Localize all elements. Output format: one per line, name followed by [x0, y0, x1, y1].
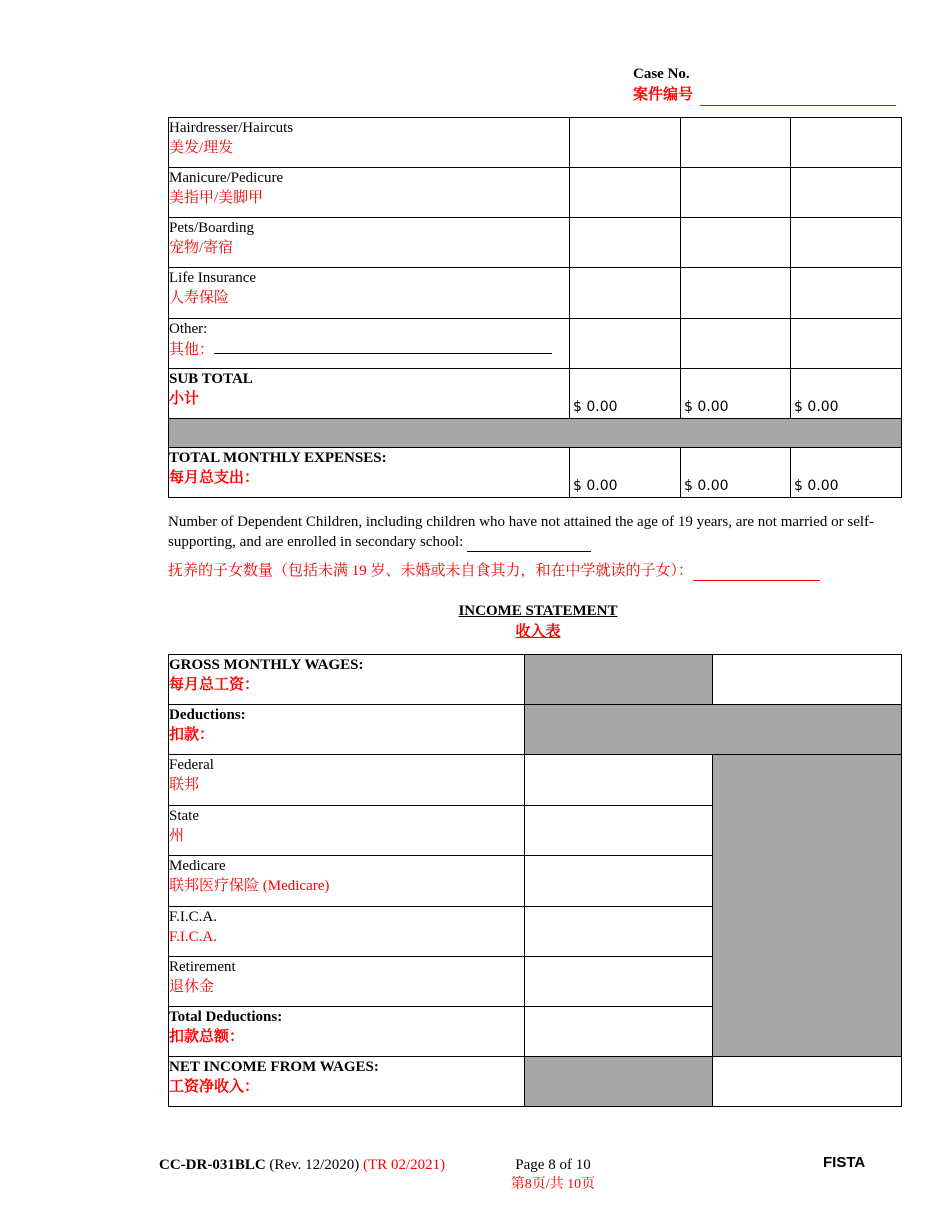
net-income-value[interactable] [713, 1057, 902, 1107]
expense-label-zh: 美发/理发 [169, 140, 234, 156]
page-number-en: Page 8 of 10 [515, 1157, 591, 1173]
gross-wages-label-en: GROSS MONTHLY WAGES: [169, 657, 364, 673]
amount-cell[interactable] [681, 268, 791, 319]
expense-label-en: Life Insurance [169, 270, 257, 286]
amount-cell[interactable] [791, 319, 902, 369]
case-no-label: Case No. [633, 66, 690, 82]
subtotal-label [169, 369, 570, 419]
expense-label [169, 319, 570, 369]
net-income-row [169, 1057, 902, 1107]
amount-cell[interactable] [791, 168, 902, 218]
footer-form-id [159, 1156, 445, 1174]
total-expenses-label [169, 448, 570, 498]
deduction-value[interactable] [525, 856, 713, 907]
shaded-cell [525, 705, 902, 755]
total-expenses-label-zh: 每月总支出： [169, 470, 260, 486]
form-id: CC-DR-031BLC [159, 1157, 266, 1173]
subtotal-value[interactable]: $ 0.00 [791, 369, 902, 419]
total-deductions-label-zh: 扣款总额： [169, 1029, 245, 1045]
dependents-text-en: Number of Dependent Children, including children who have not attained the age of 19 years, are not married or self-supporting, and are enrolled in secondary school: [168, 514, 875, 550]
spacer-row [169, 419, 902, 448]
total-expenses-value[interactable]: $ 0.00 [681, 448, 791, 498]
form-revision: (Rev. 12/2020) [269, 1157, 360, 1173]
brand-label: FISTA [823, 1154, 866, 1171]
amount-cell[interactable] [681, 319, 791, 369]
deduction-label-en: Medicare [169, 858, 226, 874]
expense-row-other [169, 319, 902, 369]
expense-row-pets [169, 218, 902, 268]
deduction-label [169, 907, 525, 957]
amount-cell[interactable] [570, 268, 681, 319]
expense-row-hairdresser [169, 118, 902, 168]
expense-label [169, 268, 570, 319]
total-expenses-value[interactable]: $ 0.00 [570, 448, 681, 498]
income-title-zh: 收入表 [515, 624, 561, 640]
deduction-value[interactable] [525, 806, 713, 856]
expense-label-zh: 美指甲/美脚甲 [169, 190, 264, 206]
amount-cell[interactable] [681, 218, 791, 268]
deduction-label [169, 856, 525, 907]
deduction-label-en: Retirement [169, 959, 236, 975]
dependents-field-zh[interactable] [693, 566, 820, 581]
page-number [503, 1156, 603, 1194]
deduction-label-zh: 退休金 [169, 979, 215, 995]
shaded-separator [169, 419, 902, 448]
dependents-field[interactable] [467, 537, 591, 552]
deductions-label-en: Deductions: [169, 707, 246, 723]
subtotal-label-zh: 小计 [169, 391, 200, 407]
net-income-label [169, 1057, 525, 1107]
amount-cell[interactable] [791, 268, 902, 319]
deduction-label [169, 806, 525, 856]
net-income-label-zh: 工资净收入： [169, 1079, 260, 1095]
deduction-label-en: Federal [169, 757, 214, 773]
subtotal-row [169, 369, 902, 419]
dependents-text-zh: 抚养的子女数量（包括未满 19 岁、未婚或未自食其力，和在中学就读的子女）： [168, 561, 908, 581]
expense-label-en: Hairdresser/Haircuts [169, 120, 294, 136]
gross-wages-label-zh: 每月总工资： [169, 677, 260, 693]
deduction-label-zh: 联邦医疗保险 (Medicare) [169, 878, 330, 894]
other-description-field[interactable] [214, 339, 552, 354]
deductions-label [169, 705, 525, 755]
expense-label-en: Manicure/Pedicure [169, 170, 284, 186]
expense-label-en: Pets/Boarding [169, 220, 254, 236]
case-no-label-zh: 案件编号 [633, 85, 896, 106]
total-deductions-value[interactable] [525, 1007, 713, 1057]
subtotal-value[interactable]: $ 0.00 [681, 369, 791, 419]
deduction-value[interactable] [525, 957, 713, 1007]
expense-label [169, 168, 570, 218]
gross-wages-label [169, 655, 525, 705]
deduction-label [169, 957, 525, 1007]
amount-cell[interactable] [681, 168, 791, 218]
case-no-field[interactable] [700, 90, 896, 106]
amount-cell[interactable] [570, 218, 681, 268]
expense-label-en: Other: [169, 321, 208, 337]
dependents-question [168, 512, 908, 581]
gross-wages-value[interactable] [713, 655, 902, 705]
expense-label-zh: 其他： [169, 339, 569, 360]
gross-wages-row [169, 655, 902, 705]
form-translation-rev: (TR 02/2021) [363, 1157, 446, 1173]
amount-cell[interactable] [570, 118, 681, 168]
net-income-label-en: NET INCOME FROM WAGES: [169, 1059, 379, 1075]
income-statement-title [168, 601, 908, 643]
deduction-label-zh: 州 [169, 828, 185, 844]
case-number-header [633, 64, 896, 106]
deduction-label-zh: F.I.C.A. [169, 929, 217, 945]
expense-label [169, 218, 570, 268]
deduction-row-federal [169, 755, 902, 806]
deduction-label-zh: 联邦 [169, 777, 200, 793]
amount-cell[interactable] [570, 319, 681, 369]
deduction-label [169, 755, 525, 806]
total-expenses-row [169, 448, 902, 498]
deductions-label-zh: 扣款： [169, 727, 215, 743]
income-title-en: INCOME STATEMENT [458, 603, 618, 619]
deductions-header-row [169, 705, 902, 755]
expense-label [169, 118, 570, 168]
expense-label-zh: 宠物/寄宿 [169, 240, 234, 256]
deduction-value[interactable] [525, 907, 713, 957]
amount-cell[interactable] [791, 118, 902, 168]
deduction-label-en: State [169, 808, 199, 824]
expense-row-manicure [169, 168, 902, 218]
total-deductions-label-en: Total Deductions: [169, 1009, 283, 1025]
shaded-cell [525, 655, 713, 705]
shaded-cell [525, 1057, 713, 1107]
expense-label-zh: 人寿保险 [169, 290, 230, 306]
deduction-value[interactable] [525, 755, 713, 806]
shaded-column [713, 755, 902, 1057]
income-table [168, 654, 902, 1107]
amount-cell[interactable] [791, 218, 902, 268]
total-expenses-label-en: TOTAL MONTHLY EXPENSES: [169, 450, 387, 466]
total-deductions-label [169, 1007, 525, 1057]
subtotal-label-en: SUB TOTAL [169, 371, 253, 387]
expenses-table [168, 117, 902, 498]
amount-cell[interactable] [570, 168, 681, 218]
expense-row-life-insurance [169, 268, 902, 319]
deduction-label-en: F.I.C.A. [169, 909, 217, 925]
subtotal-value[interactable]: $ 0.00 [570, 369, 681, 419]
amount-cell[interactable] [681, 118, 791, 168]
page-number-zh: 第8页/共 10页 [510, 1177, 596, 1192]
total-expenses-value[interactable]: $ 0.00 [791, 448, 902, 498]
